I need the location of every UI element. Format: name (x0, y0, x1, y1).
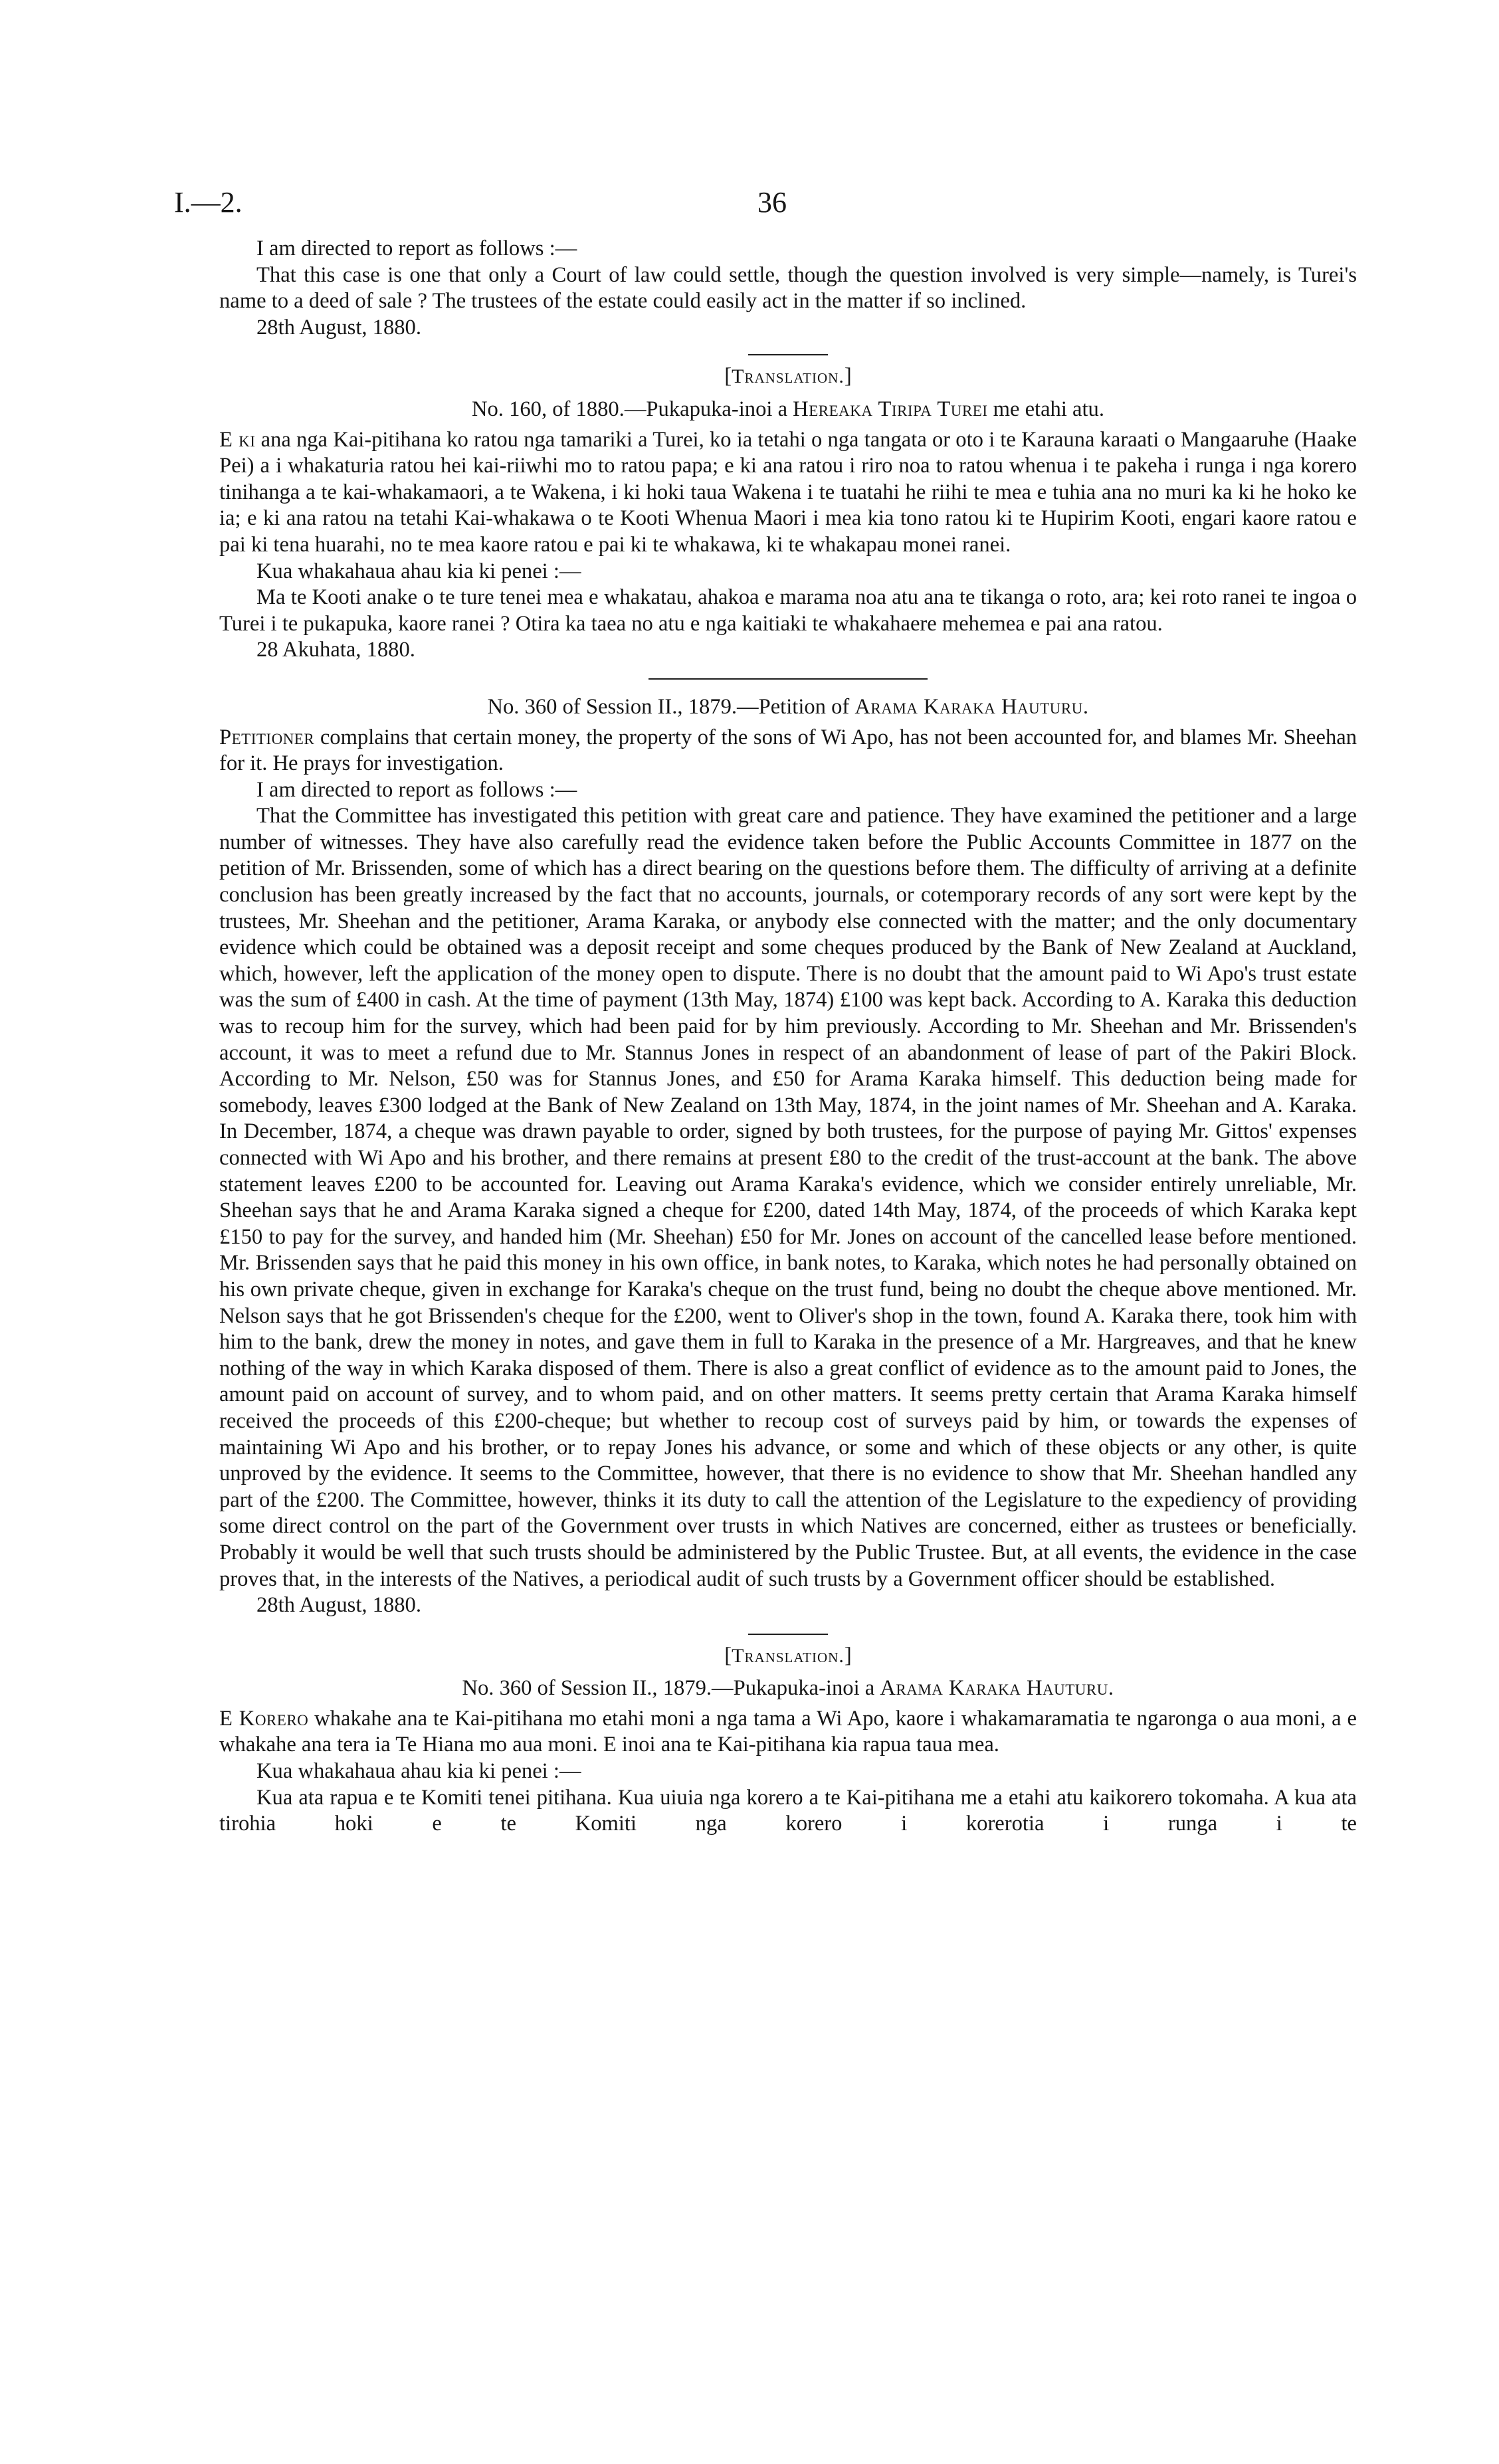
section-divider (649, 678, 928, 680)
report-paragraph: That the Committee has investigated this petition with great care and patience. They have examined the petitioner and a large number of witnesses. They have also carefully read the evidence taken before the Public Accounts Committee in 1877 on the petition of Mr. Brissenden, some of which has a direct bearing on the questions before them. The difficulty of arriving at a definite conclusion has been greatly increased by the fact that no accounts, journals, or cotemporary records of any sort were kept by the trustees, Mr. Sheehan and the petitioner, Arama Karaka, or anybody else connected with the matter; and the only documentary evidence which could be obtained was a deposit receipt and some cheques produced by the Bank of New Zealand at Auckland, which, however, left the application of the money open to dispute. There is no doubt that the amount paid to Wi Apo's trust estate was the sum of £400 in cash. At the time of payment (13th May, 1874) £100 was kept back. According to A. Karaka this deduction was to recoup him for the survey, which had been paid for by him previously. According to Mr. Sheehan and Mr. Brissenden's account, it was to meet a refund due to Mr. Stannus Jones in respect of an abandonment of lease of part of the Pakiri Block. According to Mr. Nelson, £50 was for Stannus Jones, and £50 for Arama Karaka himself. This deduction being made for somebody, leaves £300 lodged at the Bank of New Zealand on 13th May, 1874, in the joint names of Mr. Sheehan and A. Karaka. In December, 1874, a cheque was drawn payable to order, signed by both trustees, for the purpose of paying Mr. Gittos' expenses connected with Wi Apo and his brother, and there remains at present £80 to the credit of the trust-account at the bank. The above statement leaves £200 to be accounted for. Leaving out Arama Karaka's evidence, which we consider entirely unreliable, Mr. Sheehan says that he and Arama Karaka signed a cheque for £200, dated 14th May, 1874, of the proceeds of which Karaka kept £150 to pay for the survey, and handed him (Mr. Sheehan) £50 for Mr. Jones on account of the cancelled lease before mentioned. Mr. Brissenden says that he paid this money in his own office, in bank notes, to Karaka, which notes he had personally obtained on his own private cheque, given in exchange for Karaka's cheque on the trust fund, being no doubt the cheque above mentioned. Mr. Nelson says that he got Brissenden's cheque for the £200, went to Oliver's shop in the town, found A. Karaka there, took him with him to the bank, drew the money in notes, and gave them in full to Karaka in the presence of a Mr. Hargreaves, and that he knew nothing of the way in which Karaka disposed of them. There is also a great conflict of evidence as to the amount paid to Jones, the amount paid on account of survey, and to whom paid, and on other matters. It seems pretty certain that Arama Karaka himself received the proceeds of this £200-cheque; but whether to recoup cost of surveys paid by him, or towards the expenses of maintaining Wi Apo and his brother, or to repay Jones his advance, or some and which of these objects or any other, is quite unproved by the evidence. It seems to the Committee, however, that there is no evidence to show that Mr. Sheehan handled any part of the £200. The Committee, however, thinks it its duty to call the attention of the Legislature to the expediency of providing some direct control on the part of the Government over trusts in which Natives are concerned, either as trustees or beneficially. Probably it would be well that such trusts should be administered by the Public Trustee. But, at all events, the evidence in the case proves that, in the interests of the Natives, a periodical audit of such trusts by a Government officer should be established. (219, 804, 1357, 1591)
petitioner-name: Hereaka Tiripa Turei (793, 397, 988, 421)
report-date: 28th August, 1880. (256, 315, 421, 339)
petition-heading (219, 397, 1357, 423)
report-intro: I am directed to report as follows :— (256, 777, 577, 802)
petition-summary-lead: E ki (219, 427, 256, 452)
document-body (219, 236, 1357, 1838)
petition-heading-suffix: me etahi atu. (987, 397, 1104, 421)
section-divider (748, 1634, 828, 1635)
petition-summary-lead: E Korero (219, 1706, 309, 1731)
translation-label-text: Translation. (732, 365, 845, 388)
petition-summary-text: complains that certain money, the property of the sons of Wi Apo, has not been accounted for, and blames Mr. Sheehan for it. He prays for investigation. (219, 725, 1357, 776)
report-date: 28 Akuhata, 1880. (256, 638, 415, 662)
translation-label: [Translation.] (724, 364, 852, 389)
translation-label-text: Translation. (732, 1644, 845, 1667)
petition-summary-lead: Petitioner (219, 725, 315, 749)
petition-heading-prefix: No. 160, of 1880.—Pukapuka-inoi a (471, 397, 793, 421)
section-divider (748, 354, 828, 355)
petition-summary (219, 725, 1357, 777)
page-number: 36 (757, 186, 787, 219)
petitioner-name: Arama Karaka Hauturu. (880, 1676, 1114, 1701)
report-intro: Kua whakahaua ahau kia ki penei :— (256, 1759, 581, 1784)
report-intro: I am directed to report as follows :— (256, 237, 577, 260)
translation-label: [Translation.] (724, 1643, 852, 1667)
report-paragraph: Ma te Kooti anake o te ture tenei mea e whakatau, ahakoa e marama noa atu ana te tikanga o roto, ara; kei roto ranei te ingoa o Turei i te pukapuka, kaore ranei ? Otira ka taea no atu e nga kaitiaki te whakahaere mehemea e pai ana ratou. (219, 585, 1357, 636)
petition-heading (219, 1675, 1357, 1702)
petition-heading-prefix: No. 360 of Session II., 1879.—Petition of (487, 694, 855, 719)
page-header (174, 179, 1370, 226)
report-paragraph: Kua ata rapua e te Komiti tenei pitihana. Kua uiuia nga korero a te Kai-pitihana me a etahi atu kaikorero tokomaha. A kua ata tirohia hoki e te Komiti nga korero i korerotia i runga i te (219, 1785, 1357, 1836)
report-date: 28th August, 1880. (256, 1593, 421, 1618)
report-paragraph: That this case is one that only a Court of law could settle, though the question involved is very simple—namely, is Turei's name to a deed of sale ? The trustees of the estate could easily act in the matter if so inclined. (219, 262, 1357, 314)
report-intro: Kua whakahaua ahau kia ki penei :— (256, 559, 581, 583)
petitioner-name: Arama Karaka Hauturu. (854, 694, 1089, 719)
petition-heading-prefix: No. 360 of Session II., 1879.—Pukapuka-inoi a (462, 1676, 880, 1701)
petition-heading (219, 694, 1357, 721)
petition-summary-text: ana nga Kai-pitihana ko ratou nga tamariki a Turei, ko ia tetahi o nga tangata or oto i te Karauna karaati o Mangaaruhe (Haake Pei) a i whakaturia ratou hei kai-riiwhi mo to ratou papa; e ki ana ratou i riro noa to ratou whenua i te pakeha i runga i nga korero tinihanga a te kai-whakamaori, a te Wakena, i ki hoki taua Wakena i te tuatahi he riihi te mea e tuhia ana no muri ka ki he hoko ke ia; e ki ana ratou na tetahi Kai-whakawa o te Kooti Whenua Maori i mea kia tono ratou ki te Hupirim Kooti, engari kaore ratou e pai ki tena huarahi, no te mea kaore ratou e pai ki te whakawa, ki te whakapau monei ranei. (219, 427, 1357, 557)
document-reference: I.—2. (174, 186, 243, 219)
petition-summary (219, 1706, 1357, 1758)
petition-summary (219, 427, 1357, 559)
petition-summary-text: whakahe ana te Kai-pitihana mo etahi moni a nga tama a Wi Apo, kaore i whakamaramatia te ngaronga o aua moni, a e whakahe ana tera ia Te Hiana mo aua moni. E inoi ana te Kai-pitihana kia rapua taua mea. (219, 1706, 1357, 1757)
